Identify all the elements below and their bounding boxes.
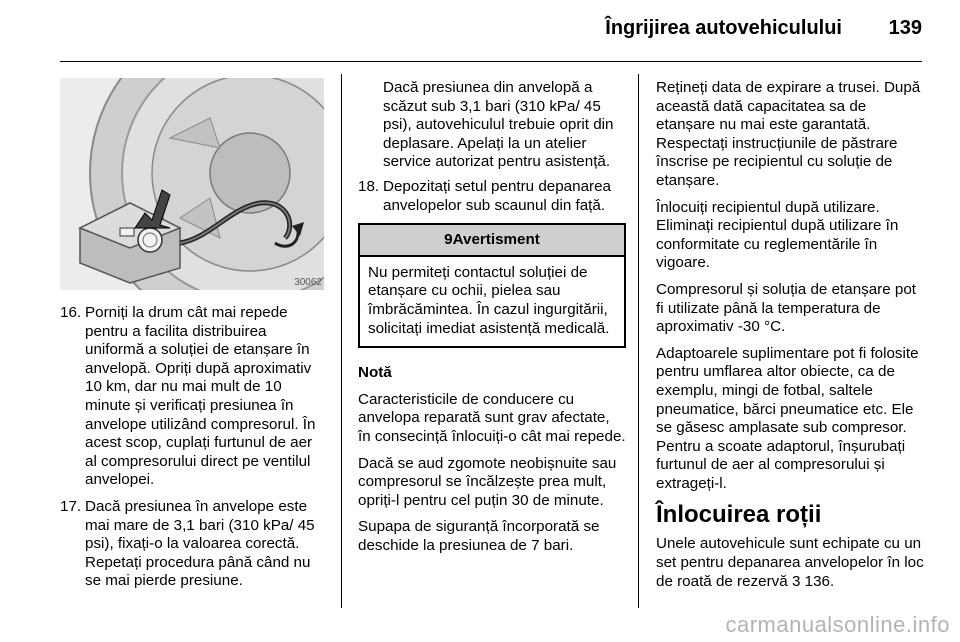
paragraph: Înlocuiți recipientul după utilizare. Eliminați recipientul după utilizare în conformitate cu reglementările în vigoare. <box>656 198 899 272</box>
note-paragraph: Caracteristicile de conducere cu anvelopa reparată sunt grav afectate, în consecință înlocuiți-o cât mai repede. <box>358 390 626 445</box>
item-text: Dacă presiunea în anvelope este mai mare de 3,1 bari (310 kPa/ 45 psi), fixați-o la valoarea corectă. Repetați procedura până când nu se mai pierde presiune. <box>85 497 315 590</box>
list-item <box>60 304 328 490</box>
paragraph-text: Unele autovehicule sunt echipate cu un set pentru depanarea anvelopelor în loc de roată de rezervă <box>656 535 924 590</box>
item-number: 16. <box>60 304 82 321</box>
list-item <box>358 178 626 215</box>
note-paragraph: Supapa de siguranță încorporată se deschide la presiunea de 7 bari. <box>358 518 600 554</box>
page-ref-icon: 3 <box>791 572 801 590</box>
warning-box <box>358 223 626 348</box>
warning-body: Nu permiteți contactul soluției de etanșare cu ochii, pielea sau îmbrăcămintea. În cazul ingurgitării, solicitați imediat asistență medicală. <box>368 263 610 337</box>
column-divider <box>638 74 639 608</box>
paragraph: Adaptoarele suplimentare pot fi folosite pentru umflarea altor obiecte, ca de exemplu, mingi de fotbal, saltele pneumatice, bărci pneumatice etc. Ele se găsesc amplasate sub compresor. Pentru a scoate adaptorul, înșurubați furtunul de aer al compresorului și extrageți-l. <box>656 344 919 492</box>
list-item <box>60 498 328 591</box>
paragraph <box>656 535 926 591</box>
page-number: 139 <box>888 17 922 39</box>
warning-icon: 9 <box>444 231 453 249</box>
paragraph: Rețineți data de expirare a trusei. După această dată capacitatea sa de etanșare nu mai este garantată. Respectați instrucțiunile de păstrare înscrise pe recipientul cu soluție de etanșare. <box>656 79 921 189</box>
note-paragraph: Dacă se aud zgomote neobișnuite sau compresorul se încălzește prea mult, opriți-l pentru cel puțin 30 de minute. <box>358 454 617 509</box>
page-ref-number: 136. <box>804 572 835 590</box>
header-title: Îngrijirea autovehiculului <box>605 17 842 39</box>
figure-number: 30062 <box>294 277 322 288</box>
note-title: Notă <box>358 364 392 382</box>
item-text: Porniți la drum cât mai repede pentru a facilita distribuirea uniformă a soluției de etanșare în anvelopă. Opriți după aproximativ 10 km, dar nu mai mult de 10 minute și verificați presiunea în anvelope utilizând compresorul. În acest scop, cuplați furtunul de aer al compresorului direct pe ventilul anvelopei. <box>85 304 316 489</box>
header-rule <box>60 61 922 62</box>
column-divider <box>341 74 342 608</box>
watermark: carmanualsonline.info <box>725 612 950 637</box>
item-number: 18. <box>358 177 380 195</box>
column-3 <box>656 79 926 599</box>
compressor-illustration <box>60 78 324 290</box>
column-2 <box>358 79 626 563</box>
warning-title: Avertisment <box>452 231 540 249</box>
list-item-continuation <box>358 79 626 172</box>
item-text: Depozitați setul pentru depanarea anvelopelor sub scaunul din față. <box>383 177 611 214</box>
section-heading: Înlocuirea roții <box>656 501 822 529</box>
column-1 <box>60 304 328 599</box>
paragraph: Compresorul și soluția de etanșare pot fi utilizate până la temperatura de aproximativ -30 °C. <box>656 280 917 336</box>
page-reference-link[interactable] <box>792 573 834 590</box>
item-number: 17. <box>60 497 82 515</box>
warning-header <box>360 225 624 257</box>
compressor-drawing <box>60 78 324 290</box>
item-text: Dacă presiunea din anvelopă a scăzut sub 3,1 bari (310 kPa/ 45 psi), autovehiculul trebuie oprit din deplasare. Apelați la un atelier service autorizat pentru asistență. <box>383 79 614 171</box>
